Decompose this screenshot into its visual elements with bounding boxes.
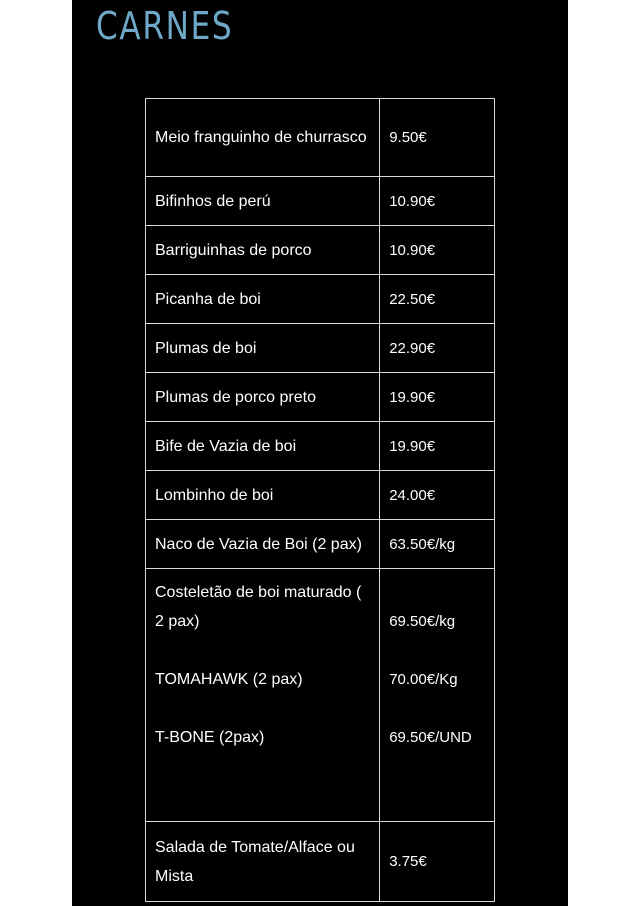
- item-price: 19.90€: [380, 422, 495, 471]
- table-row-multi: [146, 569, 495, 822]
- item-name: Salada de Tomate/Alface ou Mista: [146, 822, 380, 902]
- item-price: 9.50€: [380, 99, 495, 177]
- table-row: [146, 324, 495, 373]
- item-name: Plumas de porco preto: [146, 373, 380, 422]
- item-name: Picanha de boi: [146, 275, 380, 324]
- item-price: 10.90€: [380, 177, 495, 226]
- item-price: 19.90€: [380, 373, 495, 422]
- item-price: 3.75€: [380, 822, 495, 902]
- table-row: [146, 226, 495, 275]
- table-row: [146, 275, 495, 324]
- table-row: [146, 422, 495, 471]
- item-name: T-BONE (2pax): [155, 729, 265, 746]
- item-price: 22.90€: [380, 324, 495, 373]
- table-row: [146, 99, 495, 177]
- item-price-group: [380, 569, 495, 822]
- item-price: 70.00€/Kg: [389, 671, 458, 688]
- table-row: [146, 373, 495, 422]
- item-price: 69.50€/UND: [389, 729, 472, 746]
- table-row: [146, 471, 495, 520]
- item-name: Meio franguinho de churrasco: [146, 99, 380, 177]
- item-price: 10.90€: [380, 226, 495, 275]
- item-name: Plumas de boi: [146, 324, 380, 373]
- item-name: Costeletão de boi maturado ( 2 pax): [155, 584, 362, 630]
- item-name: Bifinhos de perú: [146, 177, 380, 226]
- table-row: [146, 822, 495, 902]
- section-title: CARNES: [96, 4, 234, 48]
- menu-panel: [72, 0, 568, 906]
- item-name: TOMAHAWK (2 pax): [155, 671, 303, 688]
- item-name: Bife de Vazia de boi: [146, 422, 380, 471]
- item-name: Barriguinhas de porco: [146, 226, 380, 275]
- item-name-group: [146, 569, 380, 822]
- item-price: 63.50€/kg: [380, 520, 495, 569]
- item-price: 69.50€/kg: [389, 613, 456, 630]
- item-price: 24.00€: [380, 471, 495, 520]
- table-row: [146, 177, 495, 226]
- item-name: Lombinho de boi: [146, 471, 380, 520]
- table-row: [146, 520, 495, 569]
- item-name: Naco de Vazia de Boi (2 pax): [146, 520, 380, 569]
- menu-table: [145, 98, 495, 902]
- item-price: 22.50€: [380, 275, 495, 324]
